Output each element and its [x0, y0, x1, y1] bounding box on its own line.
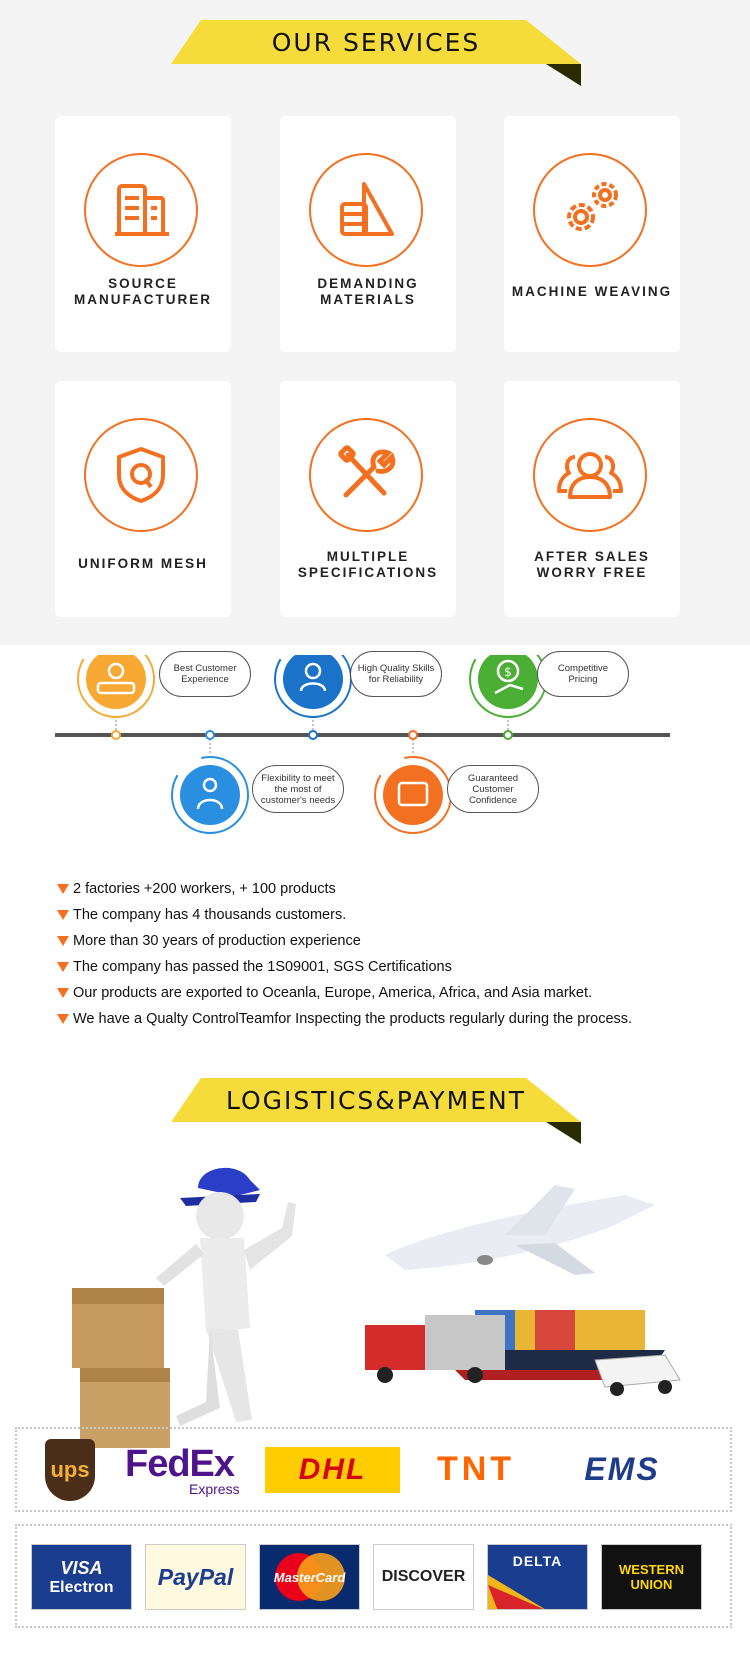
tools-icon	[309, 418, 423, 532]
fact-item: More than 30 years of production experience	[57, 928, 717, 954]
service-label: AFTER SALES WORRY FREE	[534, 549, 650, 580]
fact-item: We have a Qualty ControlTeamfor Inspecting the products regularly during the process.	[57, 1006, 717, 1032]
service-label: MULTIPLE SPECIFICATIONS	[297, 549, 439, 580]
service-label: DEMANDING MATERIALS	[317, 276, 419, 307]
western-union-logo: WESTERN UNION	[601, 1544, 702, 1610]
service-card-source-manufacturer	[55, 116, 231, 352]
users-icon	[533, 418, 647, 532]
fact-item: Our products are exported to Oceanla, Europe, America, Africa, and Asia market.	[57, 980, 717, 1006]
fact-item: 2 factories +200 workers, + 100 products	[57, 876, 717, 902]
building-icon	[84, 153, 198, 267]
service-card-demanding-materials	[280, 116, 456, 352]
ems-logo: EMS	[584, 1450, 660, 1487]
service-label: MACHINE WEAVING	[511, 284, 673, 299]
services-banner	[171, 20, 581, 66]
svg-text:$: $	[504, 665, 512, 679]
benefits-timeline	[55, 655, 695, 865]
ups-logo: ups	[45, 1439, 95, 1501]
logistics-banner	[171, 1078, 581, 1124]
fact-item: The company has passed the 1S09001, SGS Certifications	[57, 954, 717, 980]
shield-q-icon	[84, 418, 198, 532]
service-label: SOURCE MANUFACTURER	[74, 276, 212, 307]
triangle-bullet-icon	[57, 884, 69, 894]
discover-logo: DISCOVER	[373, 1544, 474, 1610]
triangle-bullet-icon	[57, 910, 69, 920]
gears-icon	[533, 153, 647, 267]
service-label: UNIFORM MESH	[78, 556, 208, 571]
timeline-bubble: Best Customer Experience	[159, 651, 251, 697]
service-card-uniform-mesh	[55, 381, 231, 617]
timeline-bubble: Guaranteed Customer Confidence	[447, 765, 539, 813]
timeline-bubble: High Quality Skills for Reliability	[350, 651, 442, 697]
paypal-logo: PayPal	[145, 1544, 246, 1610]
triangle-bullet-icon	[57, 962, 69, 972]
visa-electron-logo: VISA Electron	[31, 1544, 132, 1610]
transport-collage	[365, 1165, 695, 1425]
delta-logo: DELTA	[487, 1544, 588, 1610]
timeline-bubble: Flexibility to meet the most of customer's needs	[252, 765, 344, 813]
payment-logos	[15, 1524, 732, 1628]
tnt-logo: TNT	[436, 1449, 516, 1488]
triangle-bullet-icon	[57, 936, 69, 946]
service-card-machine-weaving	[504, 116, 680, 352]
logistics-title: LOGISTICS&PAYMENT	[225, 1086, 527, 1115]
fedex-logo: FedEx Express	[125, 1443, 240, 1497]
company-facts	[57, 876, 717, 1032]
services-title: OUR SERVICES	[271, 28, 481, 57]
service-card-multiple-specifications	[280, 381, 456, 617]
materials-icon	[309, 153, 423, 267]
service-card-after-sales	[504, 381, 680, 617]
courier-logos	[15, 1427, 732, 1512]
triangle-bullet-icon	[57, 1014, 69, 1024]
dhl-logo: DHL	[265, 1447, 400, 1493]
mastercard-logo: MasterCard	[259, 1544, 360, 1610]
fact-item: The company has 4 thousands customers.	[57, 902, 717, 928]
delivery-person-illustration	[60, 1158, 340, 1448]
triangle-bullet-icon	[57, 988, 69, 998]
timeline-bubble: Competitive Pricing	[537, 651, 629, 697]
